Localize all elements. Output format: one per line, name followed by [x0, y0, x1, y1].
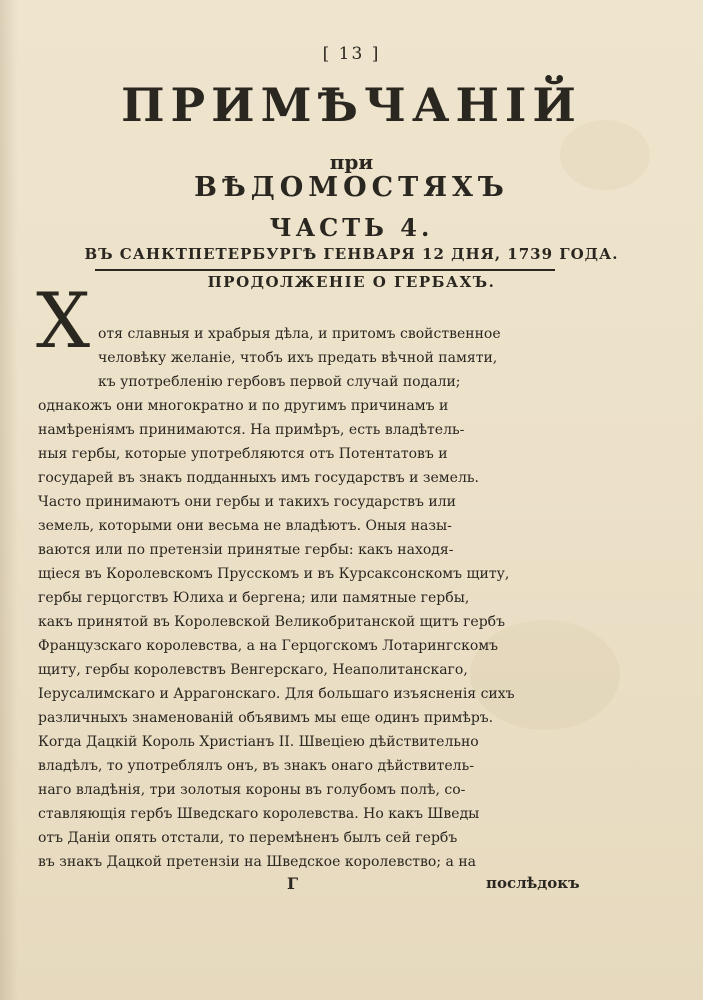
body-line: къ употребленію гербовъ первой случай подали; — [98, 374, 461, 390]
body-line: земель, которыми они весьма не владѣютъ. Оныя назы- — [38, 518, 452, 534]
catchword: послѣдокъ — [486, 874, 580, 892]
page-number: [ 13 ] — [322, 44, 381, 64]
part-number: ЧАСТЬ 4. — [269, 213, 434, 242]
section-title: ПРОДОЛЖЕНІЕ О ГЕРБАХЪ. — [207, 273, 496, 291]
body-line: щіеся въ Королевскомъ Прусскомъ и въ Курсаксонскомъ щиту, — [38, 566, 510, 582]
body-line: ставляющія гербъ Шведскаго королевства. Но какъ Шведы — [38, 806, 480, 822]
body-line: государей въ знакъ подданныхъ имъ государствъ и земель. — [38, 470, 479, 486]
body-line: различныхъ знаменованій объявимъ мы еще одинъ примѣръ. — [38, 710, 494, 726]
body-line: Французскаго королевства, а на Герцогскомъ Лотарингскомъ — [38, 638, 499, 654]
body-line: однакожъ они многократно и по другимъ причинамъ и — [38, 398, 449, 414]
body-line: ваются или по претензіи принятые гербы: какъ находя- — [38, 542, 454, 558]
body-line: человѣку желаніе, чтобъ ихъ предать вѣчной памяти, — [98, 350, 498, 366]
body-line: гербы герцогствъ Юлиха и бергена; или памятные гербы, — [38, 590, 470, 606]
body-line: Когда Дацкій Король Христіанъ II. Швеціею дѣйствительно — [38, 734, 479, 750]
subtitle-pri: при — [329, 150, 374, 174]
body-line: наго владѣнія, три золотыя короны въ голубомъ полѣ, со- — [38, 782, 466, 798]
body-line: ныя гербы, которые употребляются отъ Потентатовъ и — [38, 446, 448, 462]
signature-mark: Г — [287, 874, 299, 893]
body-line: владѣлъ, то употреблялъ онъ, въ знакъ онаго дѣйствитель- — [38, 758, 474, 774]
body-line: щиту, гербы королевствъ Венгерскаго, Неаполитанскаго, — [38, 662, 468, 678]
body-line: намѣреніямъ принимаются. На примѣръ, есть владѣтель- — [38, 422, 465, 438]
header-rule — [95, 269, 555, 271]
body-line: отъ Даніи опять отстали, то перемѣненъ былъ сей гербъ — [38, 830, 458, 846]
body-line: какъ принятой въ Королевской Великобританской щитъ гербъ — [38, 614, 505, 630]
body-line: Часто принимаютъ они гербы и такихъ государствъ или — [38, 494, 456, 510]
body-line: отя славныя и храбрыя дѣла, и притомъ свойственное — [98, 326, 501, 342]
page-title: ПРИМѢЧАНІЙ — [121, 78, 582, 132]
body-line: въ знакъ Дацкой претензіи на Шведское королевство; а на — [38, 854, 476, 870]
drop-cap: Х — [36, 276, 91, 365]
dateline: ВЪ САНКТПЕТЕРБУРГѢ ГЕНВАРЯ 12 ДНЯ, 1739 ГОДА. — [84, 245, 619, 263]
body-line: Іерусалимскаго и Аррагонскаго. Для большаго изъясненія сихъ — [38, 686, 515, 702]
subtitle-vedomostyakh: ВѢДОМОСТЯХЪ — [194, 172, 509, 203]
